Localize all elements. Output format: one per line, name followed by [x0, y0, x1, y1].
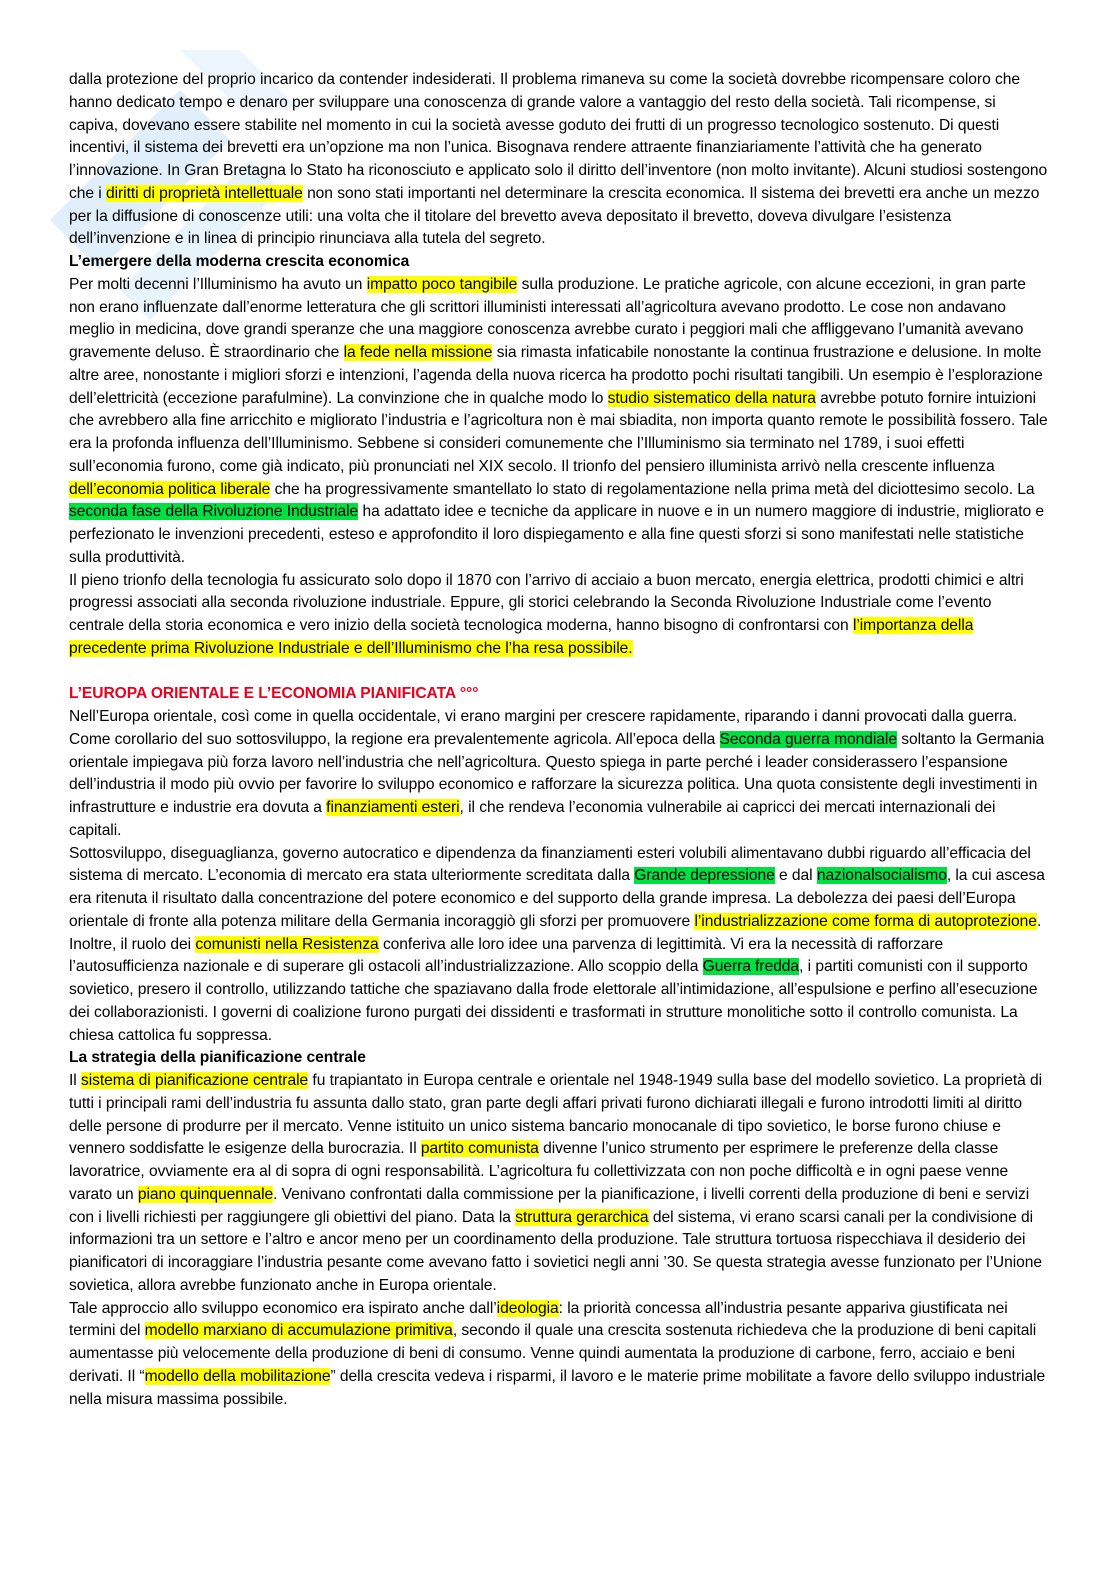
text-run: ” della crescita vedeva i risparmi, il lavoro e le materie prime mobilitate a favore dello sviluppo industriale nella misura massima possibile.	[69, 1367, 1046, 1408]
highlight-green: Seconda guerra mondiale	[719, 730, 897, 748]
paragraph-pianificazione	[69, 1070, 1049, 1298]
highlight-yellow: modello marxiano di accumulazione primitiva	[144, 1322, 453, 1340]
text-run: Sottosviluppo, diseguaglianza, governo autocratico e dipendenza da finanziamenti esteri volubili alimentavano dubbi riguardo all’efficacia del sistema di mercato. L’economia di mercato era stata ulteriormente screditata dalla	[69, 844, 1031, 885]
text-run: e dal	[774, 867, 817, 885]
text-run: : la priorità concessa all’industria pesante appariva giustificata nei termini del	[69, 1299, 1008, 1340]
highlight-yellow: comunisti nella Resistenza	[195, 935, 379, 953]
text-run: dalla protezione del proprio incarico da contender indesiderati. Il problema rimaneva su come la società dovrebbe ricompensare coloro che hanno dedicato tempo e denaro per sviluppare una conoscenza di grande valore a vantaggio del resto della società. Tali ricompense, si capiva, dovevano essere stabilite nel momento in cui la società avesse goduto dei frutti di un progresso tecnologico sostenuto. Di questi incentivi, il sistema dei brevetti era un’opzione ma non l’unica. Bisognava rendere attraente finanziariamente l’attività che ha generato l’innovazione. In Gran Bretagna lo Stato ha riconosciuto e applicato solo il diritto dell’inventore (non molto invitante). Alcuni studiosi sostengono che i	[69, 71, 1048, 202]
highlight-green: Guerra fredda	[702, 958, 800, 976]
highlight-yellow: finanziamenti esteri	[326, 799, 460, 816]
highlight-yellow: modello della mobilitazione	[144, 1367, 331, 1385]
highlight-yellow: partito comunista	[420, 1140, 539, 1158]
chapter-title: L’EUROPA ORIENTALE E L’ECONOMIA PIANIFICATA °°°	[69, 685, 479, 703]
text-run: , il che rendeva l’economia vulnerabile ai capricci dei mercati internazionali dei capitali.	[69, 799, 996, 839]
text-run: Il pieno trionfo della tecnologia fu assicurato solo dopo il 1870 con l’arrivo di acciaio a buon mercato, energia elettrica, prodotti chimici e altri progressi associati alla seconda rivoluzione industriale. Eppure, gli storici celebrando la Seconda Rivoluzione Industriale come l’evento centrale della storia economica e vero inizio della società tecnologica moderna, hanno bisogno di confrontarsi con	[69, 571, 1024, 634]
text-run: sia rimasta infaticabile nonostante la continua frustrazione e delusione. In molte altre aree, nonostante i migliori sforzi e intenzioni, l’agenda della nuova ricerca ha prodotto pochi risultati tangibili. Un esempio è l’esplorazione dell’elettricità (eccezione parafulmine). La convinzione che in qualche modo lo	[69, 344, 1043, 407]
section-heading-crescita: L’emergere della moderna crescita economica	[69, 253, 410, 270]
highlight-yellow: impatto poco tangibile	[366, 275, 518, 293]
paragraph-sottosviluppo	[69, 843, 1049, 1048]
text-run: , secondo il quale una crescita sostenuta richiedeva che la produzione di beni capitali aumentasse più velocemente della produzione di beni di consumo. Venne quindi aumentata la produzione di carbone, ferro, acciaio e beni derivati. Il “	[69, 1322, 1037, 1385]
paragraph-illuminismo	[69, 274, 1049, 570]
spacer	[69, 661, 1049, 684]
text-run: del sistema, vi erano scarsi canali per la condivisione di informazioni tra un settore e l’altro e ancor meno per un coordinamento della produzione. Tale struttura tortuosa rispecchiava il desiderio dei pianificatori di incoraggiare l’industria pesante come avevano fatto i sovietici negli anni ’30. Se questa strategia avesse funzionato per l’Unione sovietica, allora avrebbe funzionato anche in Europa orientale.	[69, 1208, 1043, 1294]
highlight-yellow: l’importanza della precedente prima Rivoluzione Industriale e dell’Illuminismo che l’ha resa possibile.	[69, 617, 974, 657]
paragraph-europa-orientale	[69, 706, 1049, 843]
highlight-green: Grande depressione	[634, 867, 775, 885]
text-run: Il	[69, 1072, 81, 1089]
text-run: avrebbe potuto fornire intuizioni che avrebbero alla fine arricchito e migliorato l’industria e l’agricoltura non è mai sbiadita, non importa quanto remote le possibilità fossero. Tale era la profonda influenza dell’Illuminismo. Sebbene si consideri comunemente che l’Illuminismo sia terminato nel 1789, i suoi effetti sull’economia furono, come già indicato, più pronunciati nel XIX secolo. Il trionfo del pensiero illuminista arrivò nella crescente influenza	[69, 389, 1048, 475]
text-run: che ha progressivamente smantellato lo stato di regolamentazione nella prima metà del diciottesimo secolo. La	[270, 480, 1035, 498]
highlight-yellow: ideologia	[496, 1299, 559, 1317]
highlight-yellow: piano quinquennale	[137, 1185, 274, 1203]
text-run: Per molti decenni l’Illuminismo ha avuto un	[69, 275, 367, 293]
highlight-yellow: dell’economia politica liberale	[69, 480, 271, 498]
section-heading-pianificazione: La strategia della pianificazione centrale	[69, 1049, 366, 1067]
highlight-yellow: la fede nella missione	[343, 344, 493, 361]
intro-paragraph	[69, 69, 1049, 251]
text-run: . Inoltre, il ruolo dei	[69, 912, 1042, 953]
text-run: conferiva alle loro idee una parvenza di legittimità. Vi era la necessità di rafforzare l’autosufficienza nazionale e di superare gli ostacoli all’industrializzazione. Allo scoppio della	[69, 935, 944, 976]
text-run: Nell’Europa orientale, così come in quella occidentale, vi erano margini per crescere rapidamente, riparando i danni provocati dalla guerra. Come corollario del suo sottosviluppo, la regione era prevalentemente agricola. All’epoca della	[69, 708, 1018, 748]
paragraph-tecnologia	[69, 570, 1049, 661]
text-run: , la cui ascesa era ritenuta il risultato dalla concentrazione del potere economico e del supporto della grande impresa. La debolezza dei paesi dell’Europa orientale di fronte alla potenza militare della Germania incoraggiò gli sforzi per promuovere	[69, 867, 1045, 930]
highlight-yellow: struttura gerarchica	[515, 1208, 649, 1226]
document-page	[69, 69, 1049, 1411]
text-run: divenne l’unico strumento per esprimere le preferenze della classe lavoratrice, ovviamente era al di sopra di ogni responsabilità. L’agricoltura fu collettivizzata con non poche difficoltà e in ogni paese venne varato un	[69, 1140, 1009, 1203]
text-run: fu trapiantato in Europa centrale e orientale nel 1948-1949 sulla base del modello sovietico. La proprietà di tutti i principali rami dell’industria fu assunta dallo stato, gran parte degli affari privati furono dichiarati illegali e furono introdotti limiti al diritto delle persone di produrre per il mercato. Venne istituito un unico sistema bancario monocanale di tipo sovietico, le borse furono chiuse e vennero soddisfatte le esigenze della burocrazia. Il	[69, 1072, 1043, 1158]
text-run: Tale approccio allo sviluppo economico era ispirato anche dall’	[69, 1299, 497, 1317]
highlight-green: nazionalsocialismo	[816, 867, 947, 885]
text-run: , i partiti comunisti con il supporto sovietico, presero il controllo, utilizzando tattiche che spaziavano dalla frode elettorale all’intimidazione, all’espulsione e perfino all’esecuzione dei collaborazionisti. I governi di coalizione furono purgati dei dissidenti e trasformati in strutture monolitiche sotto il controllo comunista. La chiesa cattolica fu soppressa.	[69, 958, 1038, 1044]
paragraph-ideologia	[69, 1298, 1049, 1412]
highlight-yellow: l’industrializzazione come forma di autoprotezione	[694, 912, 1037, 930]
highlight-green: seconda fase della Rivoluzione Industriale	[69, 503, 359, 521]
text-run: non sono stati importanti nel determinare la crescita economica. Il sistema dei brevetti era anche un mezzo per la diffusione di conoscenze utili: una volta che il titolare del brevetto aveva depositato il brevetto, doveva divulgare l’esistenza dell’invenzione e in linea di principio rinunciava alla tutela del segreto.	[69, 184, 1040, 248]
highlight-yellow: sistema di pianificazione centrale	[80, 1072, 309, 1089]
text-run: . Venivano confrontati dalla commissione per la pianificazione, i livelli correnti della produzione di beni e servizi con i livelli richiesti per raggiungere gli obiettivi del piano. Data la	[69, 1185, 1030, 1226]
highlight-yellow: diritti di proprietà intellettuale	[105, 184, 303, 202]
text-run: soltanto la Germania orientale impiegava più forza lavoro nell’industria che nell’agricoltura. Questo spiega in parte perché i leader considerassero l’espansione dell’industria il modo più ovvio per favorire lo sviluppo economico e rafforzare la sicurezza politica. Una quota consistente degli investimenti in infrastrutture e industrie era dovuta a	[69, 730, 1045, 816]
text-run: sulla produzione. Le pratiche agricole, con alcune eccezioni, in gran parte non erano influenzate dall’enorme letteratura che gli scrittori illuministi interessati all’agricoltura avevano prodotto. Le cose non andavano meglio in medicina, dove grandi speranze che una maggiore conoscenza avrebbe curato i peggiori mali che affliggevano l’umanità avevano gravemente deluso. È straordinario che	[69, 275, 1026, 361]
text-run: ha adattato idee e tecniche da applicare in nuove e in un numero maggiore di industrie, migliorato e perfezionato le invenzioni precedenti, esteso e approfondito il loro dispiegamento e alla fine questi sforzi si sono manifestati nelle statistiche sulla produttività.	[69, 503, 1045, 566]
highlight-yellow: studio sistematico della natura	[607, 389, 816, 407]
